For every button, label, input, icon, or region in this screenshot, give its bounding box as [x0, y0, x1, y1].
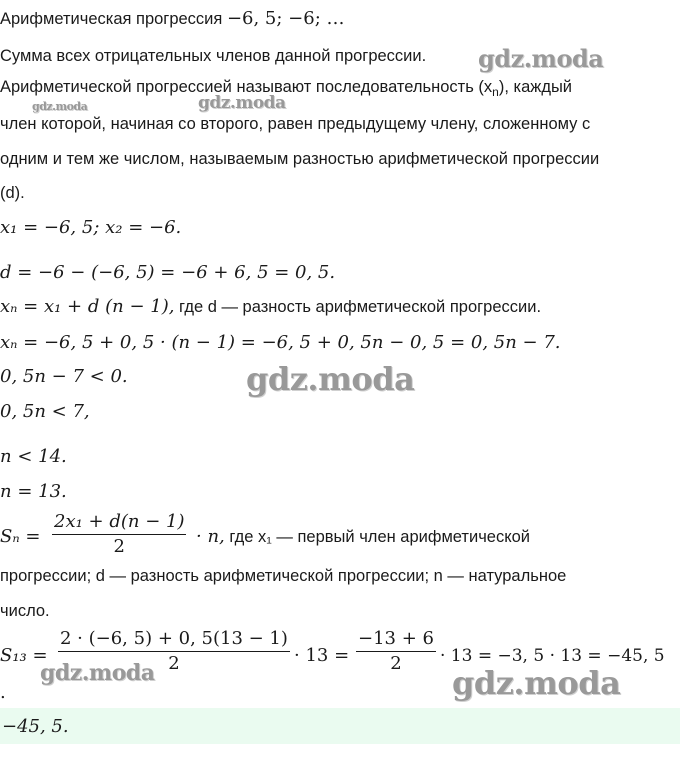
- final-calc-numerator-1: 2 · (−6, 5) + 0, 5(13 − 1): [58, 627, 290, 652]
- condition-title: [0, 8, 344, 30]
- definition-line-1: [0, 76, 572, 103]
- final-calc-rhs: · 13 = −3, 5 · 13 = −45, 5: [440, 646, 665, 666]
- watermark-logo: gdz.moda: [246, 360, 415, 398]
- watermark-logo: gdz.moda: [478, 44, 604, 73]
- sum-formula-rest: [196, 526, 530, 548]
- step-n-value: n = 13.: [0, 481, 67, 502]
- condition-question: Сумма всех отрицательных членов данной прогрессии.: [0, 47, 427, 65]
- condition-title-text: Арифметическая прогрессия: [0, 10, 223, 28]
- sum-formula-lhs: Sₙ =: [0, 526, 41, 547]
- definition-line-1-text: Арифметической прогрессией называют последовательность (x: [0, 78, 493, 96]
- step-nth-term-substitution: xₙ = −6, 5 + 0, 5 · (n − 1) = −6, 5 + 0, 5n − 0, 5 = 0, 5n − 7.: [0, 332, 561, 353]
- watermark-logo: gdz.moda: [452, 664, 621, 702]
- step-initial-terms: x₁ = −6, 5; x₂ = −6.: [0, 217, 182, 238]
- final-calc-denominator-2: 2: [390, 653, 402, 674]
- sum-formula-fraction: [52, 510, 186, 559]
- definition-line-4: (d).: [0, 184, 25, 202]
- final-calc-dot: .: [0, 682, 6, 703]
- sum-formula-rhs: · n,: [196, 526, 225, 547]
- definition-line-2: член которой, начиная со второго, равен предыдущему члену, сложенному с: [0, 115, 591, 133]
- nth-term-formula-text: где d — разность арифметической прогрессии.: [174, 298, 542, 316]
- watermark-logo: gdz.moda: [32, 100, 88, 113]
- sum-formula-denominator: 2: [113, 536, 125, 557]
- definition-line-1-sub: n: [492, 85, 499, 99]
- sum-formula-line-2: прогрессии; d — разность арифметической прогрессии; n — натуральное: [0, 567, 567, 585]
- watermark-logo: gdz.moda: [40, 660, 155, 686]
- step-nth-term-formula: [0, 296, 541, 318]
- answer-box: [0, 708, 680, 744]
- sum-formula-text: где x₁ — первый член арифметической: [224, 528, 531, 546]
- step-inequality-2: 0, 5n < 7,: [0, 401, 90, 422]
- definition-line-3: одним и тем же числом, называемым разностью арифметической прогрессии: [0, 150, 600, 168]
- watermark-logo: gdz.moda: [198, 93, 286, 113]
- answer-value: −45, 5.: [2, 716, 69, 737]
- step-difference: d = −6 − (−6, 5) = −6 + 6, 5 = 0, 5.: [0, 262, 336, 283]
- definition-line-1-end: ), каждый: [498, 78, 573, 96]
- sum-formula-line-3: число.: [0, 602, 50, 620]
- step-inequality-3: n < 14.: [0, 446, 67, 467]
- nth-term-formula: xₙ = x₁ + d (n − 1),: [0, 296, 175, 317]
- final-calc-fraction-2: [356, 627, 436, 676]
- final-calc-numerator-2: −13 + 6: [356, 627, 436, 652]
- condition-title-math: −6, 5; −6; …: [226, 8, 345, 29]
- final-calc-mid: · 13 =: [294, 645, 350, 666]
- sum-formula-numerator: 2x₁ + d(n − 1): [52, 510, 186, 535]
- step-inequality-1: 0, 5n − 7 < 0.: [0, 366, 128, 387]
- final-calc-lhs: S₁₃ =: [0, 645, 48, 666]
- final-calc-denominator-1: 2: [168, 653, 180, 674]
